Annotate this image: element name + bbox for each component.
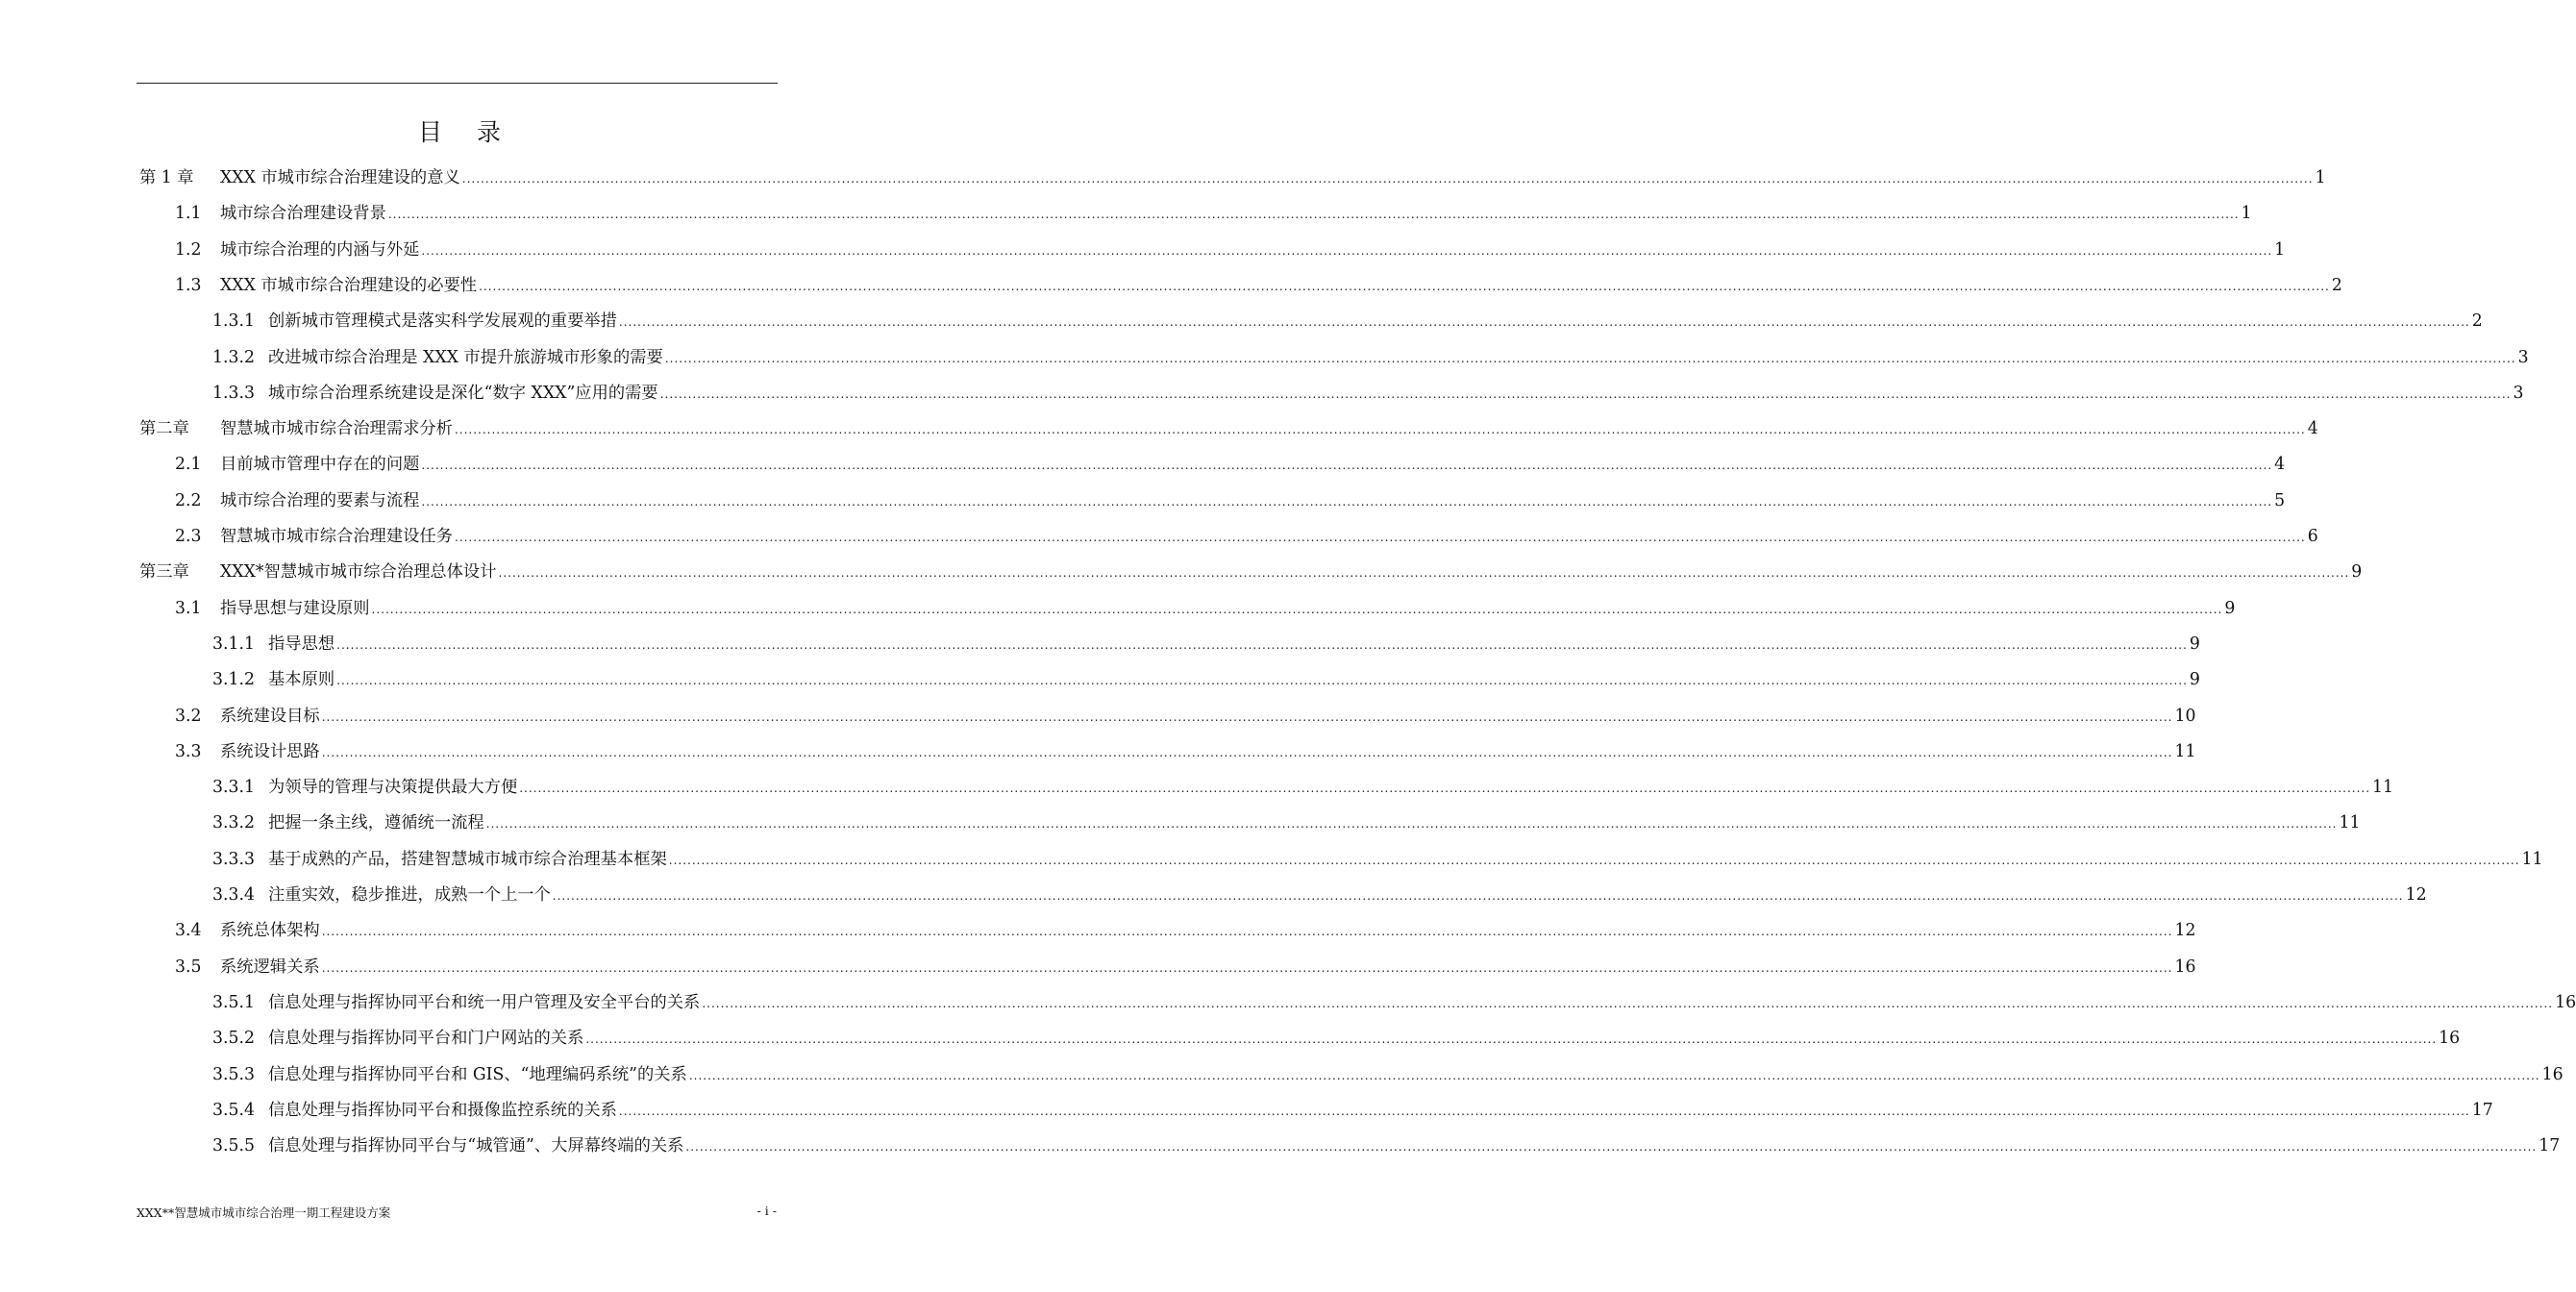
toc-entry-line [268,812,2361,833]
toc-entry[interactable] [0,303,2483,332]
toc-dot-leader: ................................................................................................................................................................................................................................................................................................................................................................................................................ [585,1032,2438,1047]
toc-dot-leader: ................................................................................................................................................................................................................................................................................................................................................................................................................ [668,853,2520,867]
toc-dot-leader: ................................................................................................................................................................................................................................................................................................................................................................................................................ [659,386,2512,401]
toc-entry-page: 12 [2405,885,2427,905]
toc-entry-line [268,992,2576,1013]
toc-entry-page: 6 [2307,527,2318,546]
toc-dot-leader: ................................................................................................................................................................................................................................................................................................................................................................................................................ [552,889,2404,903]
toc-dot-leader: ................................................................................................................................................................................................................................................................................................................................................................................................................ [664,351,2516,365]
toc-entry-title: 信息处理与指挥协同平台和门户网站的关系 [268,1029,584,1049]
toc-entry-number: 1.3.2 [212,347,255,367]
toc-entry-number: 1.3.3 [212,383,255,403]
toc-entry-line [268,1135,2561,1156]
toc-dot-leader: ................................................................................................................................................................................................................................................................................................................................................................................................................ [321,709,2173,724]
toc-entry[interactable] [0,232,2286,261]
toc-entry-line [220,490,2286,511]
toc-entry[interactable] [0,195,2252,224]
toc-entry-number: 3.3 [175,741,202,761]
toc-entry-line [268,849,2543,870]
toc-entry-line [220,957,2196,978]
toc-entry-line [220,561,2363,583]
toc-entry[interactable] [0,446,2286,475]
toc-entry[interactable] [0,1128,2561,1156]
toc-dot-leader: ................................................................................................................................................................................................................................................................................................................................................................................................................ [519,782,2371,796]
toc-dot-leader: ................................................................................................................................................................................................................................................................................................................................................................................................................ [454,531,2306,544]
toc-entry[interactable] [0,984,2576,1013]
toc-entry-page: 11 [2174,741,2196,761]
toc-entry-title: 信息处理与指挥协同平台和统一用户管理及安全平台的关系 [268,992,701,1012]
toc-entry-number: 3.2 [175,706,202,726]
toc-entry[interactable] [0,1020,2461,1049]
toc-entry-title: 信息处理与指挥协同平台与“城管通”、大屏幕终端的关系 [268,1136,684,1156]
toc-entry-page: 4 [2307,419,2318,439]
toc-entry[interactable] [0,1056,2564,1085]
toc-entry[interactable] [0,661,2200,690]
toc-entry-line [220,741,2196,762]
toc-entry-page: 9 [2189,670,2200,690]
toc-entry-number: 3.3.1 [212,778,255,798]
toc-entry-number: 3.1.1 [212,634,255,654]
toc-entry[interactable] [0,518,2318,547]
toc-entry-line [220,454,2286,475]
toc-entry-line [268,1028,2461,1049]
page-footer [136,1204,777,1221]
toc-entry-page: 11 [2339,813,2361,833]
toc-entry-page: 16 [2541,1064,2564,1084]
toc-entry-line [220,203,2252,224]
toc-dot-leader: ................................................................................................................................................................................................................................................................................................................................................................................................................ [618,1104,2470,1118]
toc-entry-page: 12 [2174,921,2196,941]
toc-entry-number: 1.3.1 [212,311,255,332]
toc-entry-page: 2 [2331,275,2342,295]
toc-entry-title: 创新城市管理模式是落实科学发展观的重要举措 [268,311,617,332]
toc-entry-line [268,347,2529,368]
toc-entry-line [268,884,2427,906]
toc-entry-line [220,239,2286,261]
toc-entry-page: 9 [2351,562,2363,583]
toc-entry-title: 把握一条主线，遵循统一流程 [268,813,484,833]
toc-entry-number: 3.5 [175,957,202,977]
toc-entry-title: XXX 市城市综合治理建设的意义 [220,168,460,187]
toc-entry-line [220,418,2318,439]
toc-entry-line [220,706,2196,727]
toc-entry-number: 2.1 [175,455,202,475]
toc-entry-number: 3.1 [175,598,202,618]
header-rule [136,83,778,84]
toc-entry-number: 3.3.3 [212,849,255,869]
toc-entry-title: 信息处理与指挥协同平台和 GIS、“地理编码系统”的关系 [268,1064,687,1084]
toc-entry-line [268,1064,2564,1085]
toc-entry[interactable] [0,949,2196,978]
toc-entry-line [268,383,2524,404]
toc-entry-page: 1 [2274,239,2286,260]
toc-entry-title: 系统逻辑关系 [220,957,320,977]
toc-dot-leader: ................................................................................................................................................................................................................................................................................................................................................................................................................ [421,243,2273,258]
toc-entry-number: 3.4 [175,921,202,941]
toc-entry-page: 10 [2174,706,2196,726]
toc-dot-leader: ................................................................................................................................................................................................................................................................................................................................................................................................................ [498,566,2350,581]
toc-dot-leader: ................................................................................................................................................................................................................................................................................................................................................................................................................ [336,637,2188,652]
toc-entry[interactable] [0,554,2363,583]
toc-dot-leader: ................................................................................................................................................................................................................................................................................................................................................................................................................ [421,459,2273,473]
toc-dot-leader: ................................................................................................................................................................................................................................................................................................................................................................................................................ [371,602,2223,616]
toc-dot-leader: ................................................................................................................................................................................................................................................................................................................................................................................................................ [336,674,2188,688]
toc-entry-title: XXX*智慧城市城市综合治理总体设计 [220,562,497,583]
toc-entry-title: 基本原则 [268,670,335,690]
toc-entry-number: 3.5.1 [212,992,255,1012]
toc-entry-number: 3.5.2 [212,1029,255,1049]
toc-dot-leader: ................................................................................................................................................................................................................................................................................................................................................................................................................ [688,1068,2540,1082]
toc-entry-line [268,1100,2493,1121]
toc-entry-number: 1.1 [175,204,202,224]
toc-entry-page: 17 [2471,1100,2493,1120]
toc-entry-line [220,275,2342,296]
toc-entry-title: 改进城市综合治理是 XXX 市提升旅游城市形象的需要 [268,347,663,367]
toc-entry-page: 9 [2189,634,2200,654]
toc-entry[interactable] [0,877,2427,906]
toc-entry[interactable] [0,912,2196,941]
toc-entry-title: 为领导的管理与决策提供最大方便 [268,778,518,798]
toc-entry-title: 城市综合治理的要素与流程 [220,490,420,510]
toc-entry-page: 11 [2521,849,2543,869]
toc-dot-leader: ................................................................................................................................................................................................................................................................................................................................................................................................................ [387,208,2240,222]
toc-entry-number: 2.2 [175,490,202,510]
toc-entry-number: 1.2 [175,239,202,260]
toc-entry-title: 指导思想 [268,634,335,654]
toc-entry-title: 智慧城市城市综合治理需求分析 [220,419,453,439]
toc-entry-page: 16 [2439,1029,2461,1049]
toc-entry-number: 第二章 [139,419,189,439]
toc-entry-page: 9 [2224,598,2236,618]
toc-entry[interactable] [0,698,2196,727]
toc-entry-page: 3 [2513,383,2524,403]
toc-entry-page: 1 [2315,168,2326,187]
toc-entry[interactable] [0,339,2529,368]
toc-dot-leader: ................................................................................................................................................................................................................................................................................................................................................................................................................ [685,1140,2538,1155]
toc-entry-title: 城市综合治理建设背景 [220,204,386,224]
toc-entry[interactable] [0,160,2326,188]
toc-entry[interactable] [0,733,2196,762]
toc-entry-line [220,526,2318,547]
toc-entry-page: 5 [2274,490,2286,510]
toc-entry-title: 基于成熟的产品，搭建智慧城市城市综合治理基本框架 [268,849,667,869]
toc-entry-number: 3.5.5 [212,1136,255,1156]
toc-entry-line [268,669,2200,690]
toc-dot-leader: ................................................................................................................................................................................................................................................................................................................................................................................................................ [321,925,2173,939]
toc-entry-number: 第 1 章 [139,168,194,187]
toc-entry-line [220,920,2196,941]
toc-entry-title: XXX 市城市综合治理建设的必要性 [220,275,478,295]
toc-dot-leader: ................................................................................................................................................................................................................................................................................................................................................................................................................ [479,279,2330,293]
toc-entry[interactable] [0,841,2543,870]
toc-entry[interactable] [0,410,2318,439]
toc-entry-line [220,167,2326,188]
toc-dot-leader: ................................................................................................................................................................................................................................................................................................................................................................................................................ [321,745,2173,759]
toc-entry[interactable] [0,769,2394,798]
toc-entry-title: 信息处理与指挥协同平台和摄像监控系统的关系 [268,1100,617,1120]
toc-entry-title: 城市综合治理系统建设是深化“数字 XXX”应用的需要 [268,383,658,403]
toc-entry[interactable] [0,626,2200,655]
toc-entry-title: 系统设计思路 [220,741,320,761]
toc-entry-number: 2.3 [175,527,202,546]
toc-entry-page: 17 [2539,1136,2561,1156]
toc-entry-page: 16 [2555,992,2576,1012]
toc-title: 目 录 [418,118,514,146]
toc-dot-leader: ................................................................................................................................................................................................................................................................................................................................................................................................................ [321,960,2173,975]
toc-dot-leader: ................................................................................................................................................................................................................................................................................................................................................................................................................ [461,172,2314,186]
toc-entry[interactable] [0,483,2286,511]
toc-entry-title: 目前城市管理中存在的问题 [220,455,420,475]
toc-entry-title: 注重实效，稳步推进，成熟一个上一个 [268,885,551,905]
footer-page-number: - i - [756,1204,777,1218]
toc-entry-page: 11 [2372,778,2394,798]
toc-entry-page: 16 [2174,957,2196,977]
toc-entry-line [268,634,2200,655]
toc-entry-line [268,311,2483,332]
toc-entry-page: 4 [2274,455,2286,475]
toc-entry[interactable] [0,267,2342,296]
toc-entry-line [220,598,2236,619]
toc-entry-number: 3.5.3 [212,1064,255,1084]
toc-entry-page: 2 [2471,311,2483,332]
toc-entry-number: 第三章 [139,562,189,583]
toc-dot-leader: ................................................................................................................................................................................................................................................................................................................................................................................................................ [454,423,2306,437]
toc-entry-number: 1.3 [175,275,202,295]
toc-entry-page: 1 [2241,204,2252,224]
toc-entry-number: 3.1.2 [212,670,255,690]
toc-dot-leader: ................................................................................................................................................................................................................................................................................................................................................................................................................ [421,494,2273,509]
footer-document-title: XXX**智慧城市城市综合治理一期工程建设方案 [136,1205,391,1220]
toc-entry-page: 3 [2517,347,2529,367]
toc-entry-number: 3.3.4 [212,885,255,905]
toc-entry[interactable] [0,590,2236,619]
toc-entry-title: 系统建设目标 [220,706,320,726]
toc-entry-title: 指导思想与建设原则 [220,598,370,618]
toc-entry-title: 系统总体架构 [220,921,320,941]
toc-entry[interactable] [0,1092,2493,1121]
toc-entry-number: 3.3.2 [212,813,255,833]
toc-dot-leader: ................................................................................................................................................................................................................................................................................................................................................................................................................ [702,996,2554,1010]
toc-entry[interactable] [0,375,2524,404]
toc-entry-line [268,777,2394,798]
toc-entry-title: 城市综合治理的内涵与外延 [220,239,420,260]
toc-entry-number: 3.5.4 [212,1100,255,1120]
toc-entry-title: 智慧城市城市综合治理建设任务 [220,527,453,546]
toc-dot-leader: ................................................................................................................................................................................................................................................................................................................................................................................................................ [618,315,2470,330]
toc-dot-leader: ................................................................................................................................................................................................................................................................................................................................................................................................................ [485,817,2338,832]
toc-entry[interactable] [0,805,2361,833]
